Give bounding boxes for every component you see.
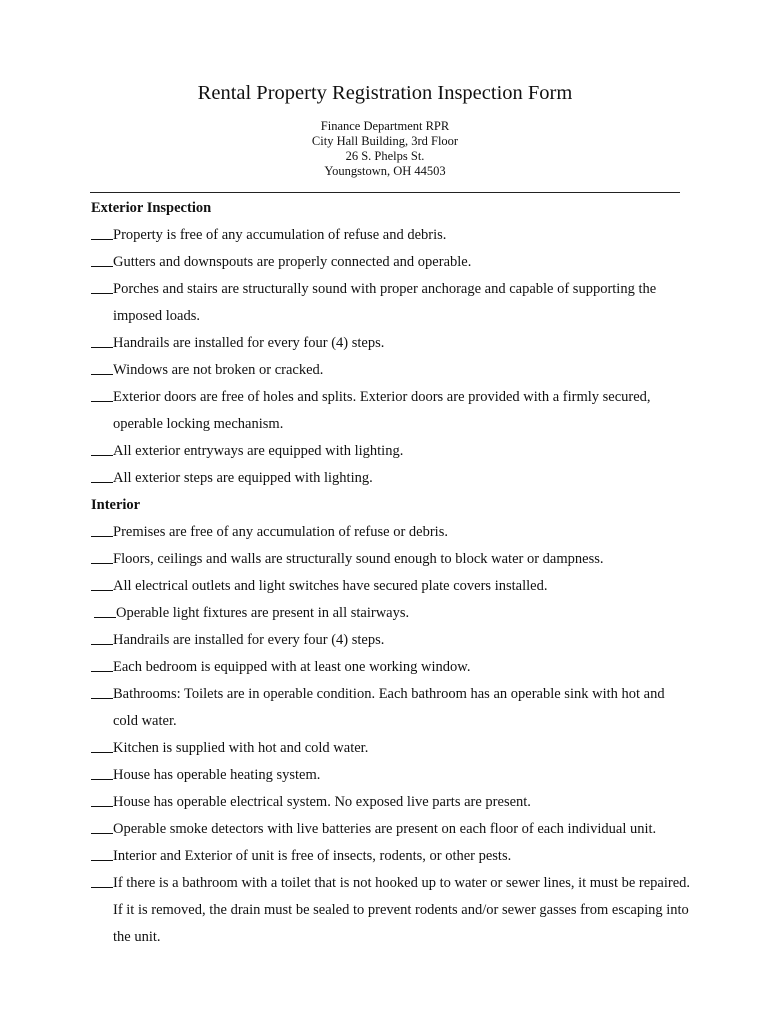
checklist-item [91, 627, 691, 654]
checklist-item-text: Porches and stairs are structurally sound with proper anchorage and capable of supporting the imposed loads. [113, 281, 657, 324]
checklist-item [91, 519, 691, 546]
checklist-item-text: Operable smoke detectors with live batteries are present on each floor of each individual unit. [113, 821, 657, 837]
checklist-item [91, 735, 691, 762]
checklist-item [91, 600, 691, 627]
checklist-item [91, 546, 691, 573]
checklist-item [91, 681, 691, 735]
checklist-item-text: If there is a bathroom with a toilet that is not hooked up to water or sewer lines, it must be repaired. If it is removed, the drain must be sealed to prevent rodents and/or sewer gasses from escaping into the unit. [113, 875, 691, 945]
check-blank[interactable] [91, 792, 113, 807]
checklist-item-text: Windows are not broken or cracked. [113, 362, 324, 378]
address-line-building: City Hall Building, 3rd Floor [311, 134, 459, 148]
checklist-item [91, 870, 691, 951]
check-blank[interactable] [91, 738, 113, 753]
checklist-item-text: Each bedroom is equipped with at least one working window. [113, 659, 471, 675]
checklist-item-text: All exterior steps are equipped with lighting. [113, 470, 373, 486]
checklist-item [91, 762, 691, 789]
check-blank[interactable] [91, 657, 113, 672]
checklist-item [91, 465, 691, 492]
checklist-item-text: Operable light fixtures are present in all stairways. [116, 605, 410, 621]
checklist-item [91, 357, 691, 384]
check-blank[interactable] [91, 387, 113, 402]
check-blank[interactable] [91, 225, 113, 240]
checklist-item-text: Exterior doors are free of holes and splits. Exterior doors are provided with a firmly secured, operable locking mechanism. [113, 389, 651, 432]
checklist-item-text: All exterior entryways are equipped with lighting. [113, 443, 404, 459]
checklist-item-text: Kitchen is supplied with hot and cold water. [113, 740, 369, 756]
checklist-item [91, 384, 691, 438]
checklist-item-text: Interior and Exterior of unit is free of insects, rodents, or other pests. [113, 848, 512, 864]
checklist-item [91, 276, 691, 330]
checklist-item-text: All electrical outlets and light switches have secured plate covers installed. [113, 578, 548, 594]
checklist-item [91, 654, 691, 681]
check-blank[interactable] [91, 468, 113, 483]
check-blank[interactable] [91, 630, 113, 645]
check-blank[interactable] [91, 819, 113, 834]
document-title: Rental Property Registration Inspection Form [197, 82, 573, 104]
department-address [0, 119, 770, 179]
interior-section-heading: Interior [91, 497, 141, 513]
exterior-section-heading: Exterior Inspection [91, 200, 212, 216]
checklist-item [91, 330, 691, 357]
check-blank[interactable] [91, 333, 113, 348]
checklist-item-text: House has operable electrical system. No exposed live parts are present. [113, 794, 531, 810]
check-blank[interactable] [94, 603, 116, 618]
check-blank[interactable] [91, 549, 113, 564]
check-blank[interactable] [91, 684, 113, 699]
check-blank[interactable] [91, 279, 113, 294]
checklist-item-text: Gutters and downspouts are properly connected and operable. [113, 254, 472, 270]
check-blank[interactable] [91, 846, 113, 861]
checklist-item-text: Floors, ceilings and walls are structurally sound enough to block water or dampness. [113, 551, 604, 567]
checklist-item [91, 843, 691, 870]
checklist-item-text: Premises are free of any accumulation of refuse or debris. [113, 524, 448, 540]
check-blank[interactable] [91, 360, 113, 375]
check-blank[interactable] [91, 576, 113, 591]
checklist-item-text: Property is free of any accumulation of refuse and debris. [113, 227, 447, 243]
checklist-item [91, 816, 691, 843]
address-line-city: Youngstown, OH 44503 [324, 164, 446, 178]
checklist-item-text: House has operable heating system. [113, 767, 321, 783]
header-divider [90, 192, 680, 193]
address-line-department: Finance Department RPR [320, 119, 450, 133]
checklist-item-text: Bathrooms: Toilets are in operable condition. Each bathroom has an operable sink with hot and cold water. [113, 686, 665, 729]
checklist-item [91, 249, 691, 276]
checklist-item [91, 438, 691, 465]
checklist-item-text: Handrails are installed for every four (4) steps. [113, 335, 385, 351]
check-blank[interactable] [91, 522, 113, 537]
check-blank[interactable] [91, 873, 113, 888]
checklist-item [91, 789, 691, 816]
check-blank[interactable] [91, 252, 113, 267]
checklist-item [91, 222, 691, 249]
check-blank[interactable] [91, 765, 113, 780]
checklist-item-text: Handrails are installed for every four (4) steps. [113, 632, 385, 648]
checklist-item [91, 573, 691, 600]
address-line-street: 26 S. Phelps St. [345, 149, 425, 163]
inspection-checklist [91, 195, 691, 951]
check-blank[interactable] [91, 441, 113, 456]
